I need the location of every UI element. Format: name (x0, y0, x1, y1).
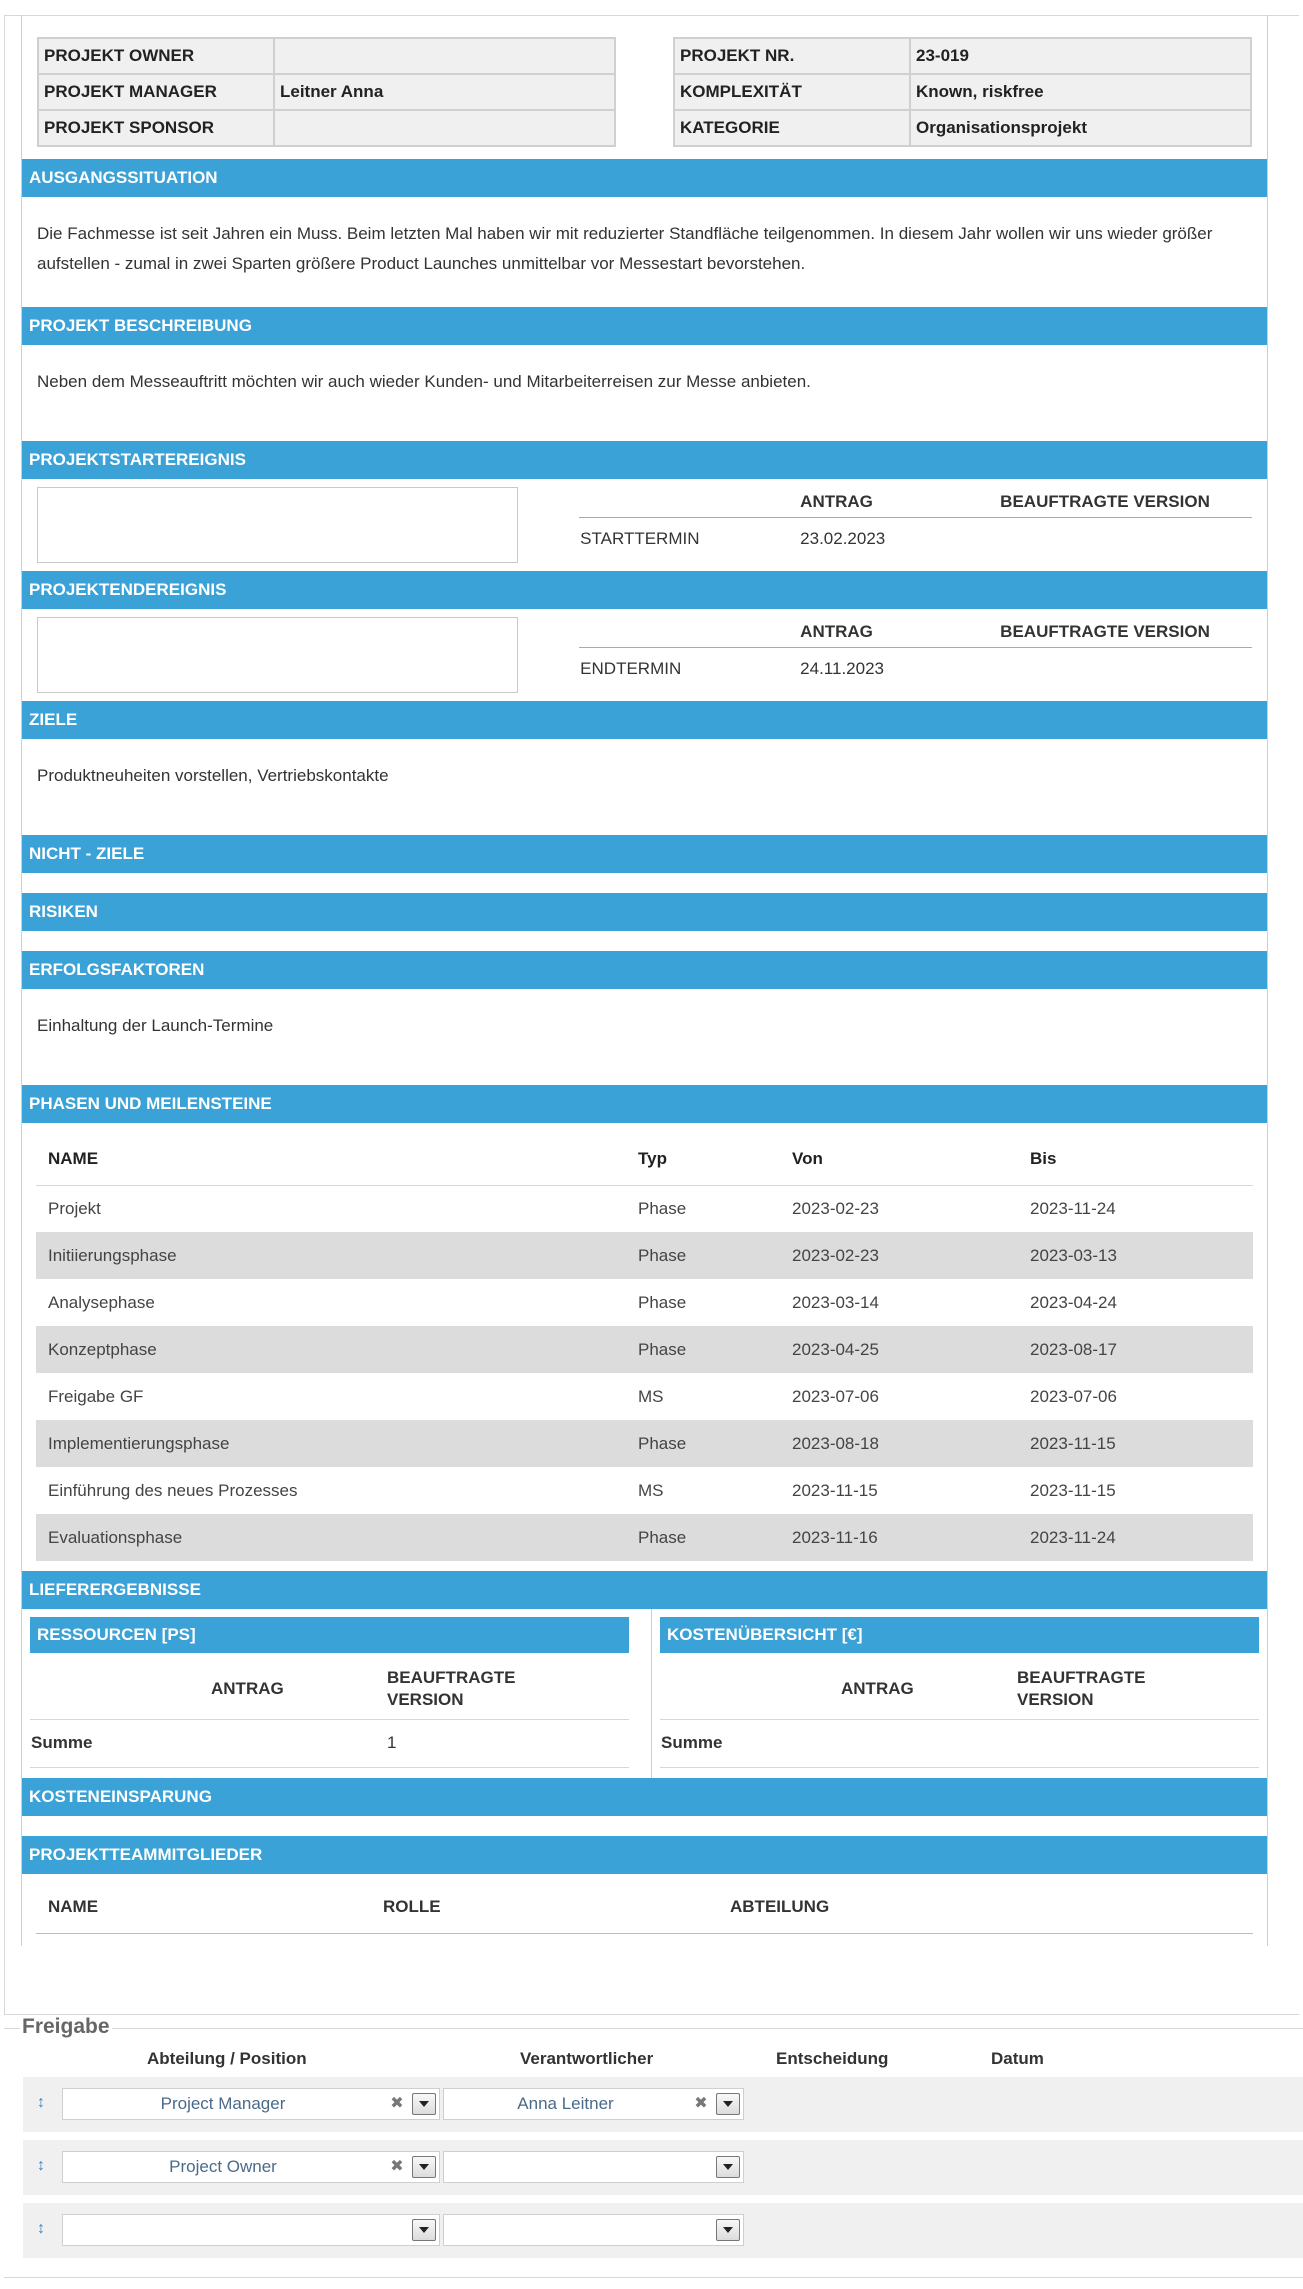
phase-bis: 2023-07-06 (1030, 1386, 1117, 1406)
kosten-table (660, 1659, 1259, 1768)
col-antrag: ANTRAG (799, 487, 999, 517)
info-key: PROJEKT NR. (674, 38, 910, 74)
position-value (63, 2215, 383, 2245)
col-name: NAME (36, 1882, 371, 1934)
phase-von: 2023-11-16 (780, 1514, 1018, 1561)
chevron-down-icon[interactable] (716, 2219, 740, 2241)
endtermin-antrag: 24.11.2023 (800, 659, 884, 679)
phase-typ: Phase (626, 1232, 780, 1279)
ressourcen-table (30, 1659, 629, 1768)
kosten-box (651, 1609, 1267, 1778)
chevron-down-icon[interactable] (716, 2093, 740, 2115)
table-row (36, 1232, 1253, 1279)
end-dates-table (579, 617, 1252, 691)
phase-von: 2023-08-18 (780, 1420, 1018, 1467)
start-event-box (37, 487, 518, 563)
sort-arrows-icon[interactable]: ↕ (37, 2157, 45, 2174)
col-version-line-2: VERSION (387, 1689, 464, 1709)
verantwortlicher-select[interactable] (443, 2088, 744, 2120)
verantwortlicher-select[interactable] (443, 2214, 744, 2246)
freigabe-fieldset (4, 2015, 1303, 2278)
col-version (386, 1659, 629, 1719)
phase-name: Analysephase (48, 1292, 155, 1312)
phases-header-row (36, 1133, 1253, 1185)
section-header-ressourcen: RESSOURCEN [PS] (30, 1617, 629, 1653)
phase-typ: Phase (626, 1514, 780, 1561)
col-verantwortlicher: Verantwortlicher (520, 2049, 654, 2068)
freigabe-row (23, 2140, 1303, 2195)
section-header-startereignis: PROJEKTSTARTEREIGNIS (22, 441, 1267, 479)
project-info (22, 15, 1267, 159)
section-header-ausgangssituation: AUSGANGSSITUATION (22, 159, 1267, 197)
section-header-kosteneinsparung: KOSTENEINSPARUNG (22, 1778, 1267, 1816)
start-dates-table (579, 487, 1252, 561)
erfolgsfaktoren-text: Einhaltung der Launch-Termine (37, 1016, 274, 1035)
info-value (274, 38, 615, 74)
phase-von: 2023-02-23 (792, 1198, 879, 1218)
phase-name: Initiierungsphase (36, 1232, 626, 1279)
col-version-line-1: BEAUFTRAGTE (1017, 1667, 1146, 1687)
col-empty (30, 1659, 210, 1719)
freigabe-row (23, 2203, 1303, 2258)
chevron-down-icon[interactable] (412, 2093, 436, 2115)
info-row (674, 74, 1251, 110)
starttermin-antrag: 23.02.2023 (800, 529, 886, 549)
info-row (674, 38, 1251, 74)
info-key: PROJEKT SPONSOR (38, 110, 274, 146)
phase-bis: 2023-03-13 (1018, 1232, 1253, 1279)
team-table-wrap (22, 1874, 1267, 1947)
section-header-risiken: RISIKEN (22, 893, 1267, 931)
info-value: Leitner Anna (274, 74, 615, 110)
col-entscheidung: Entscheidung (776, 2049, 889, 2068)
project-info-left (37, 37, 616, 147)
table-row (36, 1326, 1253, 1373)
project-info-right (673, 37, 1252, 147)
info-row (38, 110, 615, 146)
phase-von: 2023-03-14 (792, 1292, 879, 1312)
info-key: PROJEKT OWNER (38, 38, 274, 74)
end-event (22, 609, 1267, 701)
col-abteilung: ABTEILUNG (718, 1882, 1253, 1934)
info-key: KOMPLEXITÄT (674, 74, 910, 110)
col-version (1016, 1659, 1259, 1719)
col-typ: Typ (626, 1133, 780, 1185)
clear-x-icon[interactable]: ✖ (390, 2158, 404, 2175)
info-row (38, 38, 615, 74)
position-select[interactable] (62, 2214, 440, 2246)
project-form (21, 15, 1268, 1946)
col-version-line-2: VERSION (1017, 1689, 1094, 1709)
beschreibung-text: Neben dem Messeauftritt möchten wir auch wieder Kunden- und Mitarbeiterreisen zur Messe anbieten. (37, 372, 811, 391)
sum-label: Summe (660, 1719, 840, 1767)
col-version: BEAUFTRAGTE VERSION (999, 487, 1252, 517)
spacer (22, 931, 1267, 951)
section-header-endereignis: PROJEKTENDEREIGNIS (22, 571, 1267, 609)
start-event (22, 479, 1267, 571)
ausgangssituation-text: Die Fachmesse ist seit Jahren ein Muss. Beim letzten Mal haben wir mit reduzierter Standfläche teilgenommen. In diesem Jahr wollen wir uns wieder größer aufstellen - zumal in zwei Sparten größere Product Launches unmittelbar vor Messestart bevorstehen. (37, 224, 1213, 273)
info-row (38, 74, 615, 110)
phase-bis: 2023-11-15 (1018, 1420, 1253, 1467)
chevron-down-icon[interactable] (716, 2156, 740, 2178)
verantwortlicher-value: Anna Leitner (517, 2094, 614, 2113)
table-row (36, 1373, 1253, 1420)
col-version: BEAUFTRAGTE VERSION (999, 617, 1252, 647)
table-row (36, 1514, 1253, 1561)
endtermin-version (999, 647, 1252, 691)
spacer (22, 1816, 1267, 1836)
phase-von: 2023-07-06 (792, 1386, 879, 1406)
table-row (36, 1420, 1253, 1467)
clear-x-icon[interactable]: ✖ (694, 2095, 708, 2112)
col-von: Von (780, 1133, 1018, 1185)
info-value (274, 110, 615, 146)
col-antrag: ANTRAG (799, 617, 999, 647)
section-header-kosten: KOSTENÜBERSICHT [€] (660, 1617, 1259, 1653)
phase-bis: 2023-04-24 (1030, 1292, 1117, 1312)
phase-typ: Phase (626, 1326, 780, 1373)
endtermin-label: ENDTERMIN (580, 659, 682, 679)
ressourcen-box (22, 1609, 637, 1778)
col-antrag: ANTRAG (210, 1659, 386, 1719)
table-row (36, 1467, 1253, 1514)
phase-typ: MS (638, 1480, 664, 1500)
sort-arrows-icon[interactable]: ↕ (37, 2094, 45, 2111)
info-key: PROJEKT MANAGER (38, 74, 274, 110)
info-value: 23-019 (910, 38, 1251, 74)
phase-name: Implementierungsphase (36, 1420, 626, 1467)
phase-name: Freigabe GF (48, 1386, 144, 1406)
sort-arrows-icon[interactable]: ↕ (37, 2220, 45, 2237)
phase-von: 2023-04-25 (780, 1326, 1018, 1373)
col-antrag: ANTRAG (840, 1659, 1016, 1719)
ziele-text: Produktneuheiten vorstellen, Vertriebskontakte (37, 766, 389, 785)
starttermin-version (999, 517, 1252, 561)
col-position: Abteilung / Position (147, 2049, 307, 2068)
sum-version (1016, 1719, 1259, 1767)
info-value: Organisationsprojekt (910, 110, 1251, 146)
phase-typ: Phase (638, 1292, 687, 1312)
position-value: Project Owner (169, 2157, 277, 2176)
col-empty (579, 487, 799, 517)
summary-boxes (22, 1609, 1267, 1778)
verantwortlicher-value (444, 2152, 687, 2182)
phase-typ: MS (638, 1386, 664, 1406)
info-key: KATEGORIE (674, 110, 910, 146)
info-value: Known, riskfree (910, 74, 1251, 110)
position-select[interactable] (62, 2088, 440, 2120)
chevron-down-icon[interactable] (412, 2219, 436, 2241)
freigabe-header (4, 2049, 1303, 2073)
phase-typ: Phase (638, 1198, 687, 1218)
phase-name: Einführung des neues Prozesses (48, 1480, 298, 1500)
section-header-phasen: PHASEN UND MEILENSTEINE (22, 1085, 1267, 1123)
verantwortlicher-select[interactable] (443, 2151, 744, 2183)
team-table (36, 1882, 1253, 1935)
col-bis: Bis (1018, 1133, 1253, 1185)
col-empty (579, 617, 799, 647)
starttermin-label: STARTTERMIN (580, 529, 700, 549)
freigabe-legend: Freigabe (22, 2015, 110, 2038)
phases-table-wrap (22, 1123, 1267, 1571)
section-header-team: PROJEKTTEAMMITGLIEDER (22, 1836, 1267, 1874)
col-version-line-1: BEAUFTRAGTE (387, 1667, 516, 1687)
sum-antrag (210, 1719, 386, 1767)
phase-name: Konzeptphase (36, 1326, 626, 1373)
section-header-erfolgsfaktoren: ERFOLGSFAKTOREN (22, 951, 1267, 989)
col-name: NAME (36, 1133, 626, 1185)
position-select[interactable] (62, 2151, 440, 2183)
phase-bis: 2023-08-17 (1018, 1326, 1253, 1373)
sum-label: Summe (30, 1719, 210, 1767)
phase-name: Evaluationsphase (36, 1514, 626, 1561)
phase-von: 2023-02-23 (780, 1232, 1018, 1279)
table-row (36, 1185, 1253, 1232)
end-event-box (37, 617, 518, 693)
phase-von: 2023-11-15 (792, 1480, 878, 1500)
section-header-lieferergebnisse: LIEFERERGEBNISSE (22, 1571, 1267, 1609)
section-header-nicht-ziele: NICHT - ZIELE (22, 835, 1267, 873)
table-row (36, 1279, 1253, 1326)
section-header-ziele: ZIELE (22, 701, 1267, 739)
phase-bis: 2023-11-15 (1030, 1480, 1116, 1500)
section-header-beschreibung: PROJEKT BESCHREIBUNG (22, 307, 1267, 345)
info-row (674, 110, 1251, 146)
spacer (22, 873, 1267, 893)
phase-name: Projekt (48, 1198, 101, 1218)
phase-bis: 2023-11-24 (1018, 1514, 1253, 1561)
phases-table (36, 1133, 1253, 1561)
verantwortlicher-value (444, 2215, 687, 2245)
clear-x-icon[interactable]: ✖ (390, 2095, 404, 2112)
col-datum: Datum (991, 2049, 1044, 2068)
position-value: Project Manager (160, 2094, 286, 2113)
sum-version: 1 (386, 1719, 629, 1767)
col-empty (660, 1659, 840, 1719)
sum-antrag (840, 1719, 1016, 1767)
chevron-down-icon[interactable] (412, 2156, 436, 2178)
phase-bis: 2023-11-24 (1030, 1198, 1116, 1218)
col-rolle: ROLLE (371, 1882, 718, 1934)
freigabe-row (23, 2077, 1303, 2132)
phase-typ: Phase (626, 1420, 780, 1467)
